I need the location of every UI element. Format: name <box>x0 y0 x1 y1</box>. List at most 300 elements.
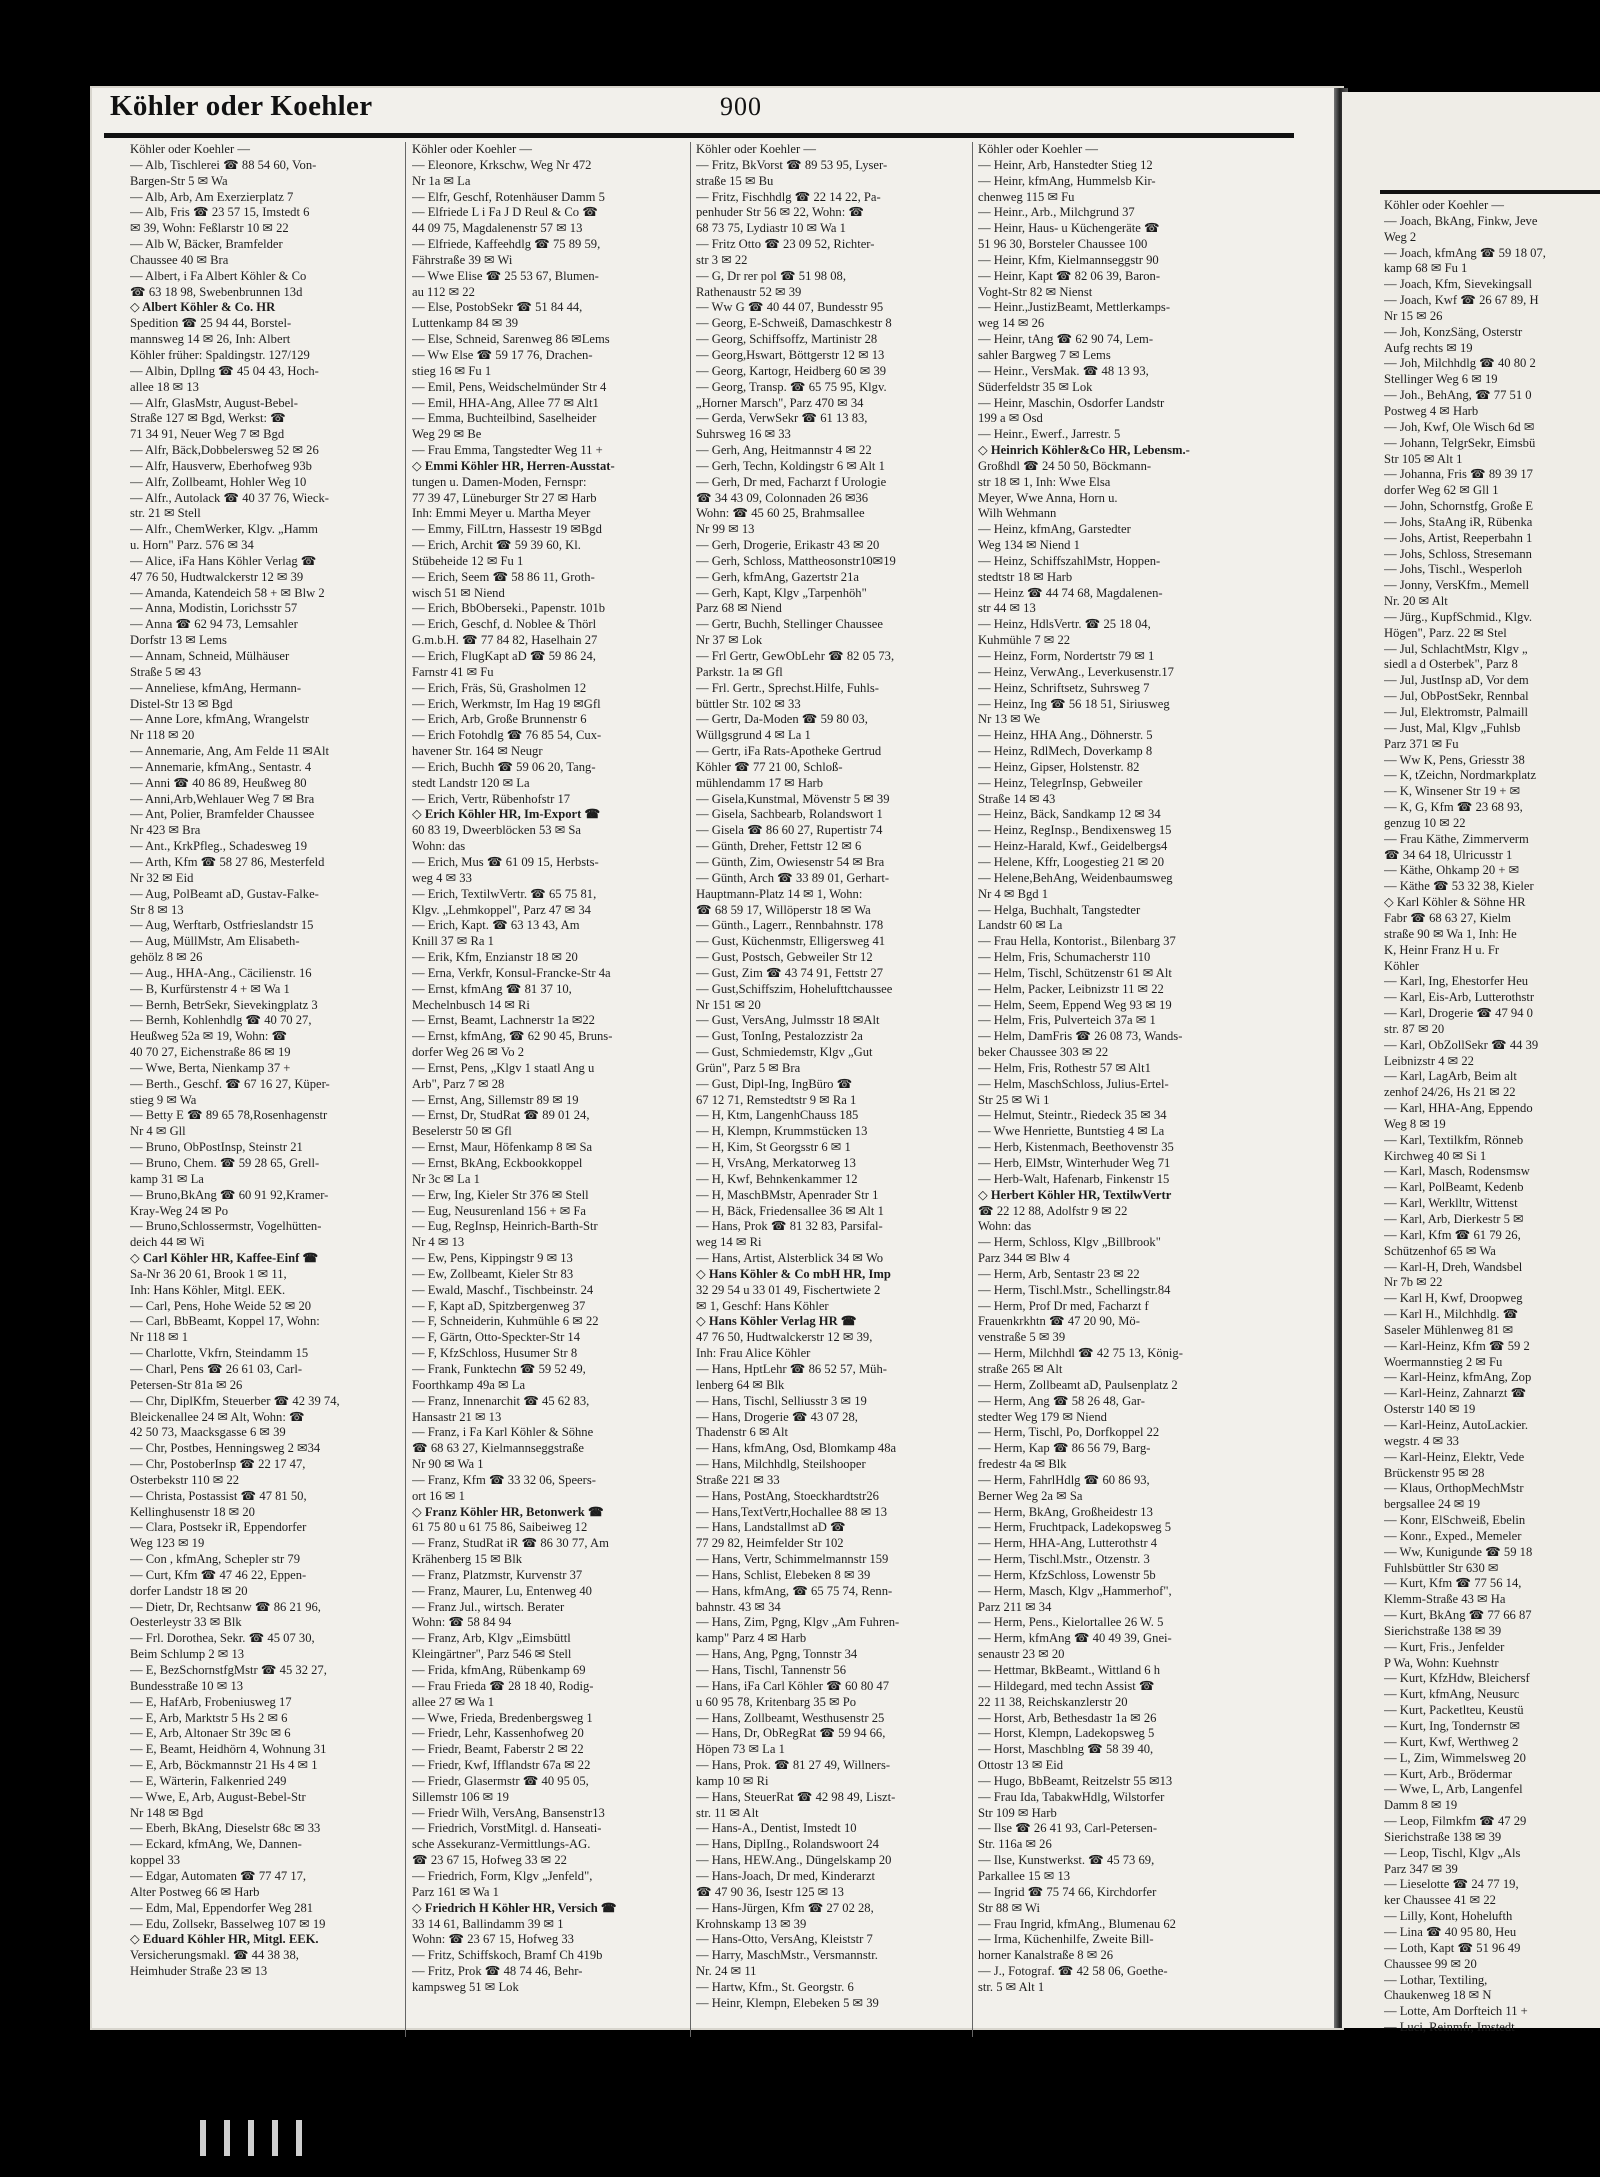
directory-entry: — Ew, Zollbeamt, Kieler Str 83 <box>412 1266 574 1281</box>
directory-entry: ◇ Eduard Köhler HR, Mitgl. EEK. <box>130 1932 319 1947</box>
directory-entry: ◇ Hans Köhler & Co mbH HR, Imp <box>696 1266 891 1281</box>
right-page-column <box>1384 198 1600 2036</box>
directory-entry: — Eckard, kfmAng, We, Dannen- <box>130 1837 302 1852</box>
directory-entry: — Herm, BkAng, Großheidestr 13 <box>978 1504 1153 1519</box>
directory-entry: Nr. 20 ✉ Alt <box>1384 594 1448 609</box>
directory-entry: — Chr, DiplKfm, Steuerber ☎ 42 39 74, <box>130 1393 340 1408</box>
directory-entry: gehölz 8 ✉ 26 <box>130 950 203 965</box>
directory-entry: Beselerstr 50 ✉ Gfl <box>412 1124 512 1139</box>
directory-entry: — Fritz, BkVorst ☎ 89 53 95, Lyser- <box>696 157 888 172</box>
directory-entry: — Georg, Schiffsoffz, Martinistr 28 <box>696 332 878 347</box>
directory-entry: Weg 8 ✉ 19 <box>1384 1116 1446 1131</box>
directory-entry: — Annemarie, Ang, Am Felde 11 ✉Alt <box>130 744 329 759</box>
directory-entry: — Friedr Wilh, VersAng, Bansenstr13 <box>412 1805 605 1820</box>
directory-entry: Höpen 73 ✉ La 1 <box>696 1742 785 1757</box>
directory-entry: str. 21 ✉ Stell <box>130 506 201 521</box>
directory-entry: — Hans, Artist, Alsterblick 34 ✉ Wo <box>696 1251 884 1266</box>
directory-entry: siedl a d Osterbek", Parz 8 <box>1384 657 1518 672</box>
directory-entry: — Hans, Drogerie ☎ 43 07 28, <box>696 1409 858 1424</box>
directory-entry: — Frl. Gertr., Sprechst.Hilfe, Fuhls- <box>696 680 879 695</box>
directory-entry: — Herm, Prof Dr med, Facharzt f <box>978 1298 1149 1313</box>
directory-entry: Inh: Emmi Meyer u. Martha Meyer <box>412 506 591 521</box>
directory-entry: Weg 134 ✉ Niend 1 <box>978 538 1080 553</box>
directory-entry: 199 a ✉ Osd <box>978 411 1043 426</box>
directory-entry: Thadenstr 6 ✉ Alt <box>696 1425 789 1440</box>
directory-entry: — Charl, Pens ☎ 26 61 03, Carl- <box>130 1361 303 1376</box>
directory-entry: 47 76 50, Hudtwalckerstr 12 ✉ 39, <box>696 1330 873 1345</box>
directory-entry: — Hans, Dr, ObRegRat ☎ 59 94 66, <box>696 1726 886 1741</box>
directory-entry: wegstr. 4 ✉ 33 <box>1384 1433 1459 1448</box>
directory-entry: ◇ Franz Köhler HR, Betonwerk ☎ <box>412 1504 604 1519</box>
directory-entry: Chaukenweg 18 ✉ N <box>1384 1988 1492 2003</box>
directory-entry: Nr 118 ✉ 1 <box>130 1330 189 1345</box>
directory-entry: Nr 99 ✉ 13 <box>696 522 755 537</box>
directory-entry: G.m.b.H. ☎ 77 84 82, Haselhain 27 <box>412 633 598 648</box>
directory-entry: Sierichstraße 138 ✉ 39 <box>1384 1829 1502 1844</box>
directory-entry: — Karl H., Milchhdlg. ☎ <box>1384 1307 1519 1322</box>
directory-entry: — Alice, iFa Hans Köhler Verlag ☎ <box>130 553 317 568</box>
directory-entry: — Herm, Arb, Sentastr 23 ✉ 22 <box>978 1266 1140 1281</box>
directory-entry: Schützenhof 65 ✉ Wa <box>1384 1243 1496 1258</box>
directory-entry: — Hans-Otto, VersAng, Kleiststr 7 <box>696 1932 873 1947</box>
directory-entry: Spedition ☎ 25 94 44, Borstel- <box>130 316 292 331</box>
directory-entry: koppel 33 <box>130 1853 181 1868</box>
directory-entry: — Kurt, Kfm ☎ 77 56 14, <box>1384 1576 1522 1591</box>
directory-entry: — Hans, DiplIng., Rolandswoort 24 <box>696 1837 879 1852</box>
directory-entry: — Hans, Landstallmst aD ☎ <box>696 1520 846 1535</box>
directory-entry: 40 70 27, Eichenstraße 86 ✉ 19 <box>130 1045 291 1060</box>
directory-entry: Luttenkamp 84 ✉ 39 <box>412 316 519 331</box>
directory-entry: — Johs, Tischl., Wesperloh <box>1384 562 1523 577</box>
directory-entry: — Berth., Geschf. ☎ 67 16 27, Küper- <box>130 1076 330 1091</box>
directory-entry: — Hildegard, med techn Assist ☎ <box>978 1678 1155 1693</box>
directory-entry: — Heinz ☎ 44 74 68, Magdalenen- <box>978 585 1163 600</box>
directory-entry: — Loth, Kapt ☎ 51 96 49 <box>1384 1940 1521 1955</box>
directory-entry: — Edu, Zollsekr, Basselweg 107 ✉ 19 <box>130 1916 326 1931</box>
directory-entry: — Anni,Arb,Wehlauer Weg 7 ✉ Bra <box>130 791 315 806</box>
directory-entry: 33 14 61, Ballindamm 39 ✉ 1 <box>412 1916 564 1931</box>
directory-entry: Sa-Nr 36 20 61, Brook 1 ✉ 11, <box>130 1266 287 1281</box>
directory-entry: — Kurt, kfmAng, Neusurc <box>1384 1687 1520 1702</box>
directory-entry: — Hans, Vertr, Schimmelmannstr 159 <box>696 1552 889 1567</box>
directory-entry: ◇ Karl Köhler & Söhne HR <box>1384 895 1526 910</box>
directory-entry: Bleickenallee 24 ✉ Alt, Wohn: ☎ <box>130 1409 305 1424</box>
directory-entry: Kuhmühle 7 ✉ 22 <box>978 633 1071 648</box>
directory-entry: Köhler oder Koehler — <box>412 142 532 156</box>
directory-entry: — Herm, Zollbeamt aD, Paulsenplatz 2 <box>978 1377 1178 1392</box>
directory-entry: — Hans, SteuerRat ☎ 42 98 49, Liszt- <box>696 1789 896 1804</box>
directory-entry: — Johann, TelgrSekr, Eimsbü <box>1384 435 1536 450</box>
directory-entry: — Bernh, BetrSekr, Sievekingplatz 3 <box>130 997 318 1012</box>
directory-entry: — Joach, BkAng, Finkw, Jeve <box>1384 213 1538 228</box>
directory-entry: — Helm, Fris, Pulverteich 37a ✉ 1 <box>978 1013 1156 1028</box>
directory-entry: str 3 ✉ 22 <box>696 252 748 267</box>
directory-entry: — Joh, KonzSäng, Osterstr <box>1384 324 1523 339</box>
directory-entry: — Emil, HHA-Ang, Allee 77 ✉ Alt1 <box>412 395 599 410</box>
directory-entry: Kray-Weg 24 ✉ Po <box>130 1203 229 1218</box>
directory-entry: Suhrsweg 16 ✉ 33 <box>696 427 791 442</box>
directory-entry: — Helene,BehAng, Weidenbaumsweg <box>978 870 1173 885</box>
directory-entry: — Albin, Dpllng ☎ 45 04 43, Hoch- <box>130 363 319 378</box>
directory-entry: — Gerh, Drogerie, Erikastr 43 ✉ 20 <box>696 538 880 553</box>
directory-entry: — Heinr, kfmAng, Hummelsb Kir- <box>978 173 1156 188</box>
directory-entry: — Friedr, Kwf, Ifflandstr 67a ✉ 22 <box>412 1758 591 1773</box>
directory-entry: ✉ 39, Wohn: Feßlarstr 10 ✉ 22 <box>130 221 289 236</box>
directory-entry: — Alfr, Hausverw, Eberhofweg 93b <box>130 458 312 473</box>
directory-entry: — Johs, Schloss, Stresemann <box>1384 546 1532 561</box>
directory-entry: zenhof 24/26, Hs 21 ✉ 22 <box>1384 1085 1516 1100</box>
directory-entry: — Karl, Kfm ☎ 61 79 26, <box>1384 1227 1521 1242</box>
directory-entry: — Hans-Joach, Dr med, Kinderarzt <box>696 1868 876 1883</box>
directory-entry: straße 265 ✉ Alt <box>978 1361 1063 1376</box>
directory-entry: venstraße 5 ✉ 39 <box>978 1330 1066 1345</box>
directory-entry: Hauptmann-Platz 14 ✉ 1, Wohn: <box>696 886 863 901</box>
directory-entry: Foorthkamp 49a ✉ La <box>412 1377 526 1392</box>
directory-entry: — Ewald, Maschf., Tischbeinstr. 24 <box>412 1282 594 1297</box>
directory-entry: Landstr 60 ✉ La <box>978 918 1063 933</box>
directory-entry: Köhler <box>1384 958 1419 973</box>
directory-entry: — Herm, Pens., Kielortallee 26 W. 5 <box>978 1615 1164 1630</box>
column-divider <box>972 142 973 2037</box>
directory-entry: — Elfr, Geschf, Rotenhäuser Damm 5 <box>412 189 605 204</box>
directory-entry: Versicherungsmakl. ☎ 44 38 38, <box>130 1948 299 1963</box>
directory-entry: — Clara, Postsekr iR, Eppendorfer <box>130 1520 307 1535</box>
directory-entry: str 44 ✉ 13 <box>978 601 1036 616</box>
directory-entry: bergsallee 24 ✉ 19 <box>1384 1497 1481 1512</box>
directory-entry: — Annam, Schneid, Mülhäuser <box>130 649 290 663</box>
directory-entry: — Else, Schneid, Sarenweg 86 ✉Lems <box>412 332 610 347</box>
directory-entry: — Ww, Kunigunde ☎ 59 18 <box>1384 1544 1533 1559</box>
directory-entry: — H, Kwf, Behnkenkammer 12 <box>696 1171 858 1186</box>
directory-entry: Sierichstraße 138 ✉ 39 <box>1384 1623 1502 1638</box>
directory-entry: Nr 118 ✉ 20 <box>130 728 195 743</box>
directory-entry: — Karl, Arb, Dierkestr 5 ✉ <box>1384 1212 1524 1226</box>
directory-entry: — Gust, Dipl-Ing, IngBüro ☎ <box>696 1076 853 1091</box>
directory-entry: — Helm, Tischl, Schützenstr 61 ✉ Alt <box>978 965 1172 980</box>
directory-entry: — Helm, Fris, Schumacherstr 110 <box>978 950 1151 965</box>
directory-entry: — Edgar, Automaten ☎ 77 47 17, <box>130 1868 307 1883</box>
directory-entry: — Ernst, Dr, StudRat ☎ 89 01 24, <box>412 1108 590 1123</box>
directory-entry: — Anneliese, kfmAng, Hermann- <box>130 680 302 695</box>
directory-entry: — Irma, Küchenhilfe, Zweite Bill- <box>978 1932 1154 1947</box>
directory-entry: Stübeheide 12 ✉ Fu 1 <box>412 553 524 568</box>
right-page-header-rule <box>1380 190 1600 194</box>
directory-entry: — Gerh, Schloss, Mattheosonstr10✉19 <box>696 553 896 568</box>
directory-entry: 32 29 54 u 33 01 49, Fischertwiete 2 <box>696 1282 881 1297</box>
directory-entry: — H, Ktm, LangenhChauss 185 <box>696 1108 859 1123</box>
directory-entry: — Heinz, Ing ☎ 56 18 51, Siriusweg <box>978 696 1170 711</box>
directory-entry: havener Str. 164 ✉ Neugr <box>412 744 543 759</box>
directory-entry: — Elfriede L i Fa J D Reul & Co ☎ <box>412 205 598 220</box>
directory-entry: — Hans, HptLehr ☎ 86 52 57, Müh- <box>696 1361 887 1376</box>
directory-entry: wisch 51 ✉ Niend <box>412 585 505 600</box>
directory-entry: senaustr 23 ✉ 20 <box>978 1647 1065 1662</box>
directory-entry: — Anne Lore, kfmAng, Wrangelstr <box>130 712 310 727</box>
directory-entry: Köhler oder Koehler — <box>978 142 1098 156</box>
directory-entry: — Georg,Hswart, Böttgerstr 12 ✉ 13 <box>696 347 885 362</box>
directory-entry: Damm 8 ✉ 19 <box>1384 1798 1458 1813</box>
directory-entry: Wüllgsgrund 4 ✉ La 1 <box>696 728 811 743</box>
directory-entry: fredestr 4a ✉ Blk <box>978 1457 1067 1472</box>
directory-entry: Nr 37 ✉ Lok <box>696 633 763 648</box>
directory-entry: Bundesstraße 10 ✉ 13 <box>130 1678 244 1693</box>
directory-entry: — Jonny, VersKfm., Memell <box>1384 578 1530 593</box>
directory-entry: — Helm, Fris, Rothestr 57 ✉ Alt1 <box>978 1060 1151 1075</box>
directory-entry: — Erich, TextilwVertr. ☎ 65 75 81, <box>412 886 597 901</box>
directory-entry: Ottostr 13 ✉ Eid <box>978 1758 1064 1773</box>
directory-entry: Straße 127 ✉ Bgd, Werkst: ☎ <box>130 411 286 426</box>
directory-entry: — Aug., HHA-Ang., Cäcilienstr. 16 <box>130 965 312 980</box>
directory-entry: Str. 116a ✉ 26 <box>978 1837 1052 1852</box>
directory-entry: — Herb-Walt, Hafenarb, Finkenstr 15 <box>978 1171 1170 1186</box>
directory-entry: Klemm-Straße 43 ✉ Ha <box>1384 1592 1506 1607</box>
directory-entry: 42 50 73, Maacksgasse 6 ✉ 39 <box>130 1425 286 1440</box>
directory-entry: ◇ Herbert Köhler HR, TextilwVertr <box>978 1187 1172 1202</box>
header-rule <box>104 133 1294 138</box>
directory-entry: Heußweg 52a ✉ 19, Wohn: ☎ <box>130 1029 288 1044</box>
directory-entry: — Erich, Werkmstr, Im Hag 19 ✉Gfl <box>412 696 601 711</box>
directory-entry: stedt Landstr 120 ✉ La <box>412 775 530 790</box>
directory-entry: Wohn: das <box>978 1219 1032 1234</box>
directory-entry: — Gust, Schmiedemstr, Klgv „Gut <box>696 1045 873 1060</box>
directory-entry: Krohnskamp 13 ✉ 39 <box>696 1916 807 1931</box>
directory-entry: Weg 123 ✉ 19 <box>130 1536 205 1551</box>
directory-entry: — Gust,Schiffszim, Hohelufttchaussee <box>696 981 893 996</box>
directory-entry: — Alb, Fris ☎ 23 57 15, Imstedt 6 <box>130 205 310 220</box>
directory-entry: ☎ 34 43 09, Colonnaden 26 ✉36 <box>696 490 869 505</box>
directory-entry: Wohn: ☎ 58 84 94 <box>412 1615 512 1630</box>
directory-entry: — Arth, Kfm ☎ 58 27 86, Mesterfeld <box>130 854 325 869</box>
directory-entry: — Heinz, VerwAng., Leverkusenstr.17 <box>978 664 1174 679</box>
directory-entry: Parz 68 ✉ Niend <box>696 601 782 616</box>
directory-entry: straße 90 ✉ Wa 1, Inh: He <box>1384 926 1517 941</box>
directory-entry: — J., Fotograf. ☎ 42 58 06, Goethe- <box>978 1964 1168 1979</box>
directory-entry: — Eug, Neusurenland 156 + ✉ Fa <box>412 1203 587 1218</box>
directory-entry: Dorfstr 13 ✉ Lems <box>130 633 227 648</box>
directory-entry: — Herm, Tischl.Mstr., Otzenstr. 3 <box>978 1552 1150 1567</box>
directory-entry: — Frau Käthe, Zimmerverm <box>1384 831 1529 846</box>
directory-entry: — Ernst, kfmAng, ☎ 62 90 45, Bruns- <box>412 1029 613 1044</box>
directory-entry: — Erna, Verkfr, Konsul-Francke-Str 4a <box>412 965 611 980</box>
directory-entry: ☎ 68 63 27, Kielmannseggstraße <box>412 1441 585 1456</box>
directory-entry: — Heinz-Harald, Kwf., Geidelbergs4 <box>978 839 1168 854</box>
directory-entry: — Hans, Tischl, Selliusstr 3 ✉ 19 <box>696 1393 867 1408</box>
directory-entry: Berner Weg 2a ✉ Sa <box>978 1488 1083 1503</box>
directory-entry: ☎ 47 90 36, Isestr 125 ✉ 13 <box>696 1884 844 1899</box>
directory-entry: — Hans, HEW.Ang., Düngelskamp 20 <box>696 1853 892 1868</box>
column-divider <box>405 142 406 2037</box>
directory-entry: — Jul, ObPostSekr, Rennbal <box>1384 689 1529 704</box>
directory-entry: — Luci, Reinmfr, Imstedt <box>1384 2020 1515 2035</box>
directory-entry: — H, VrsAng, Merkatorweg 13 <box>696 1156 856 1170</box>
column-divider <box>690 142 691 2037</box>
directory-entry: — Karl, Eis-Arb, Lutterothstr <box>1384 990 1535 1005</box>
directory-entry: — Jul, Elektromstr, Palmaill <box>1384 705 1528 719</box>
directory-entry: — Frau Frieda ☎ 28 18 40, Rodig- <box>412 1678 594 1693</box>
directory-entry: bahnstr. 43 ✉ 34 <box>696 1599 781 1614</box>
directory-entry: Straße 221 ✉ 33 <box>696 1472 780 1487</box>
directory-entry: Parkstr. 1a ✉ Gfl <box>696 664 783 679</box>
directory-entry: 71 34 91, Neuer Weg 7 ✉ Bgd <box>130 427 285 442</box>
directory-entry: — Leop, Filmkfm ☎ 47 29 <box>1384 1814 1527 1829</box>
directory-entry: Frauenkrkhtn ☎ 47 20 90, Mö- <box>978 1314 1140 1329</box>
directory-entry: — Hans-A., Dentist, Imstedt 10 <box>696 1821 857 1836</box>
directory-entry: — Elfriede, Kaffeehdlg ☎ 75 89 59, <box>412 237 601 252</box>
directory-entry: Saseler Mühlenweg 81 ✉ <box>1384 1322 1514 1337</box>
directory-entry: — Johs, StaAng iR, Rübenka <box>1384 514 1533 529</box>
directory-entry: — Friedrich, Form, Klgv „Jenfeld", <box>412 1868 593 1883</box>
directory-entry: Str 8 ✉ 13 <box>130 902 184 917</box>
directory-entry: — Jul, JustInsp aD, Vor dem <box>1384 673 1529 688</box>
directory-entry: — Hans, Prok ☎ 81 32 83, Parsifal- <box>696 1219 883 1234</box>
directory-entry: — Karl, HHA-Ang, Eppendo <box>1384 1101 1533 1116</box>
directory-entry: Hansastr 21 ✉ 13 <box>412 1409 502 1424</box>
directory-entry: — Bruno,BkAng ☎ 60 91 92,Kramer- <box>130 1187 329 1202</box>
directory-entry: — Konr, ElSchweiß, Ebelin <box>1384 1513 1526 1528</box>
directory-entry: — Wwe, Frieda, Bredenbergsweg 1 <box>412 1710 593 1725</box>
directory-entry: Str 88 ✉ Wi <box>978 1900 1040 1915</box>
directory-entry: weg 4 ✉ 33 <box>412 870 472 885</box>
directory-entry: — Erich, Seem ☎ 58 86 11, Groth- <box>412 569 595 584</box>
directory-entry: — Heinz, RegInsp., Bendixensweg 15 <box>978 823 1172 838</box>
directory-entry: — Ww Else ☎ 59 17 76, Drachen- <box>412 347 593 362</box>
directory-entry: — Helga, Buchhalt, Tangstedter <box>978 902 1141 917</box>
directory-entry: — H, Kim, St Georgsstr 6 ✉ 1 <box>696 1140 851 1155</box>
directory-entry: — Karl, Drogerie ☎ 47 94 0 <box>1384 1006 1533 1021</box>
directory-entry: — Heinz, TelegrInsp, Gebweiler <box>978 775 1143 790</box>
directory-entry: — Herm, HHA-Ang, Lutterothstr 4 <box>978 1536 1158 1551</box>
directory-entry: str 18 ✉ 1, Inh: Wwe Elsa <box>978 474 1111 489</box>
directory-entry: ☎ 22 12 88, Adolfstr 9 ✉ 22 <box>978 1203 1128 1218</box>
directory-entry: — Karl, Werklltr, Wittenst <box>1384 1196 1518 1211</box>
directory-entry: Nr 423 ✉ Bra <box>130 823 201 838</box>
directory-entry: — Horst, Klempn, Ladekopsweg 5 <box>978 1726 1155 1741</box>
directory-entry: — Gerh, Ang, Heitmannstr 4 ✉ 22 <box>696 443 872 458</box>
directory-entry: — Gust, TonIng, Pestalozzistr 2a <box>696 1029 863 1044</box>
directory-entry: — John, Schornstfg, Große E <box>1384 499 1534 514</box>
directory-entry: — Joh, Kwf, Ole Wisch 6d ✉ <box>1384 419 1535 434</box>
directory-entry: Nr 151 ✉ 20 <box>696 997 761 1012</box>
directory-entry: — Georg, E-Schweiß, Damaschkestr 8 <box>696 316 892 331</box>
directory-entry: 61 75 80 u 61 75 86, Saibeiweg 12 <box>412 1520 588 1535</box>
directory-entry: — Aug, Werftarb, Ostfrieslandstr 15 <box>130 918 314 933</box>
directory-entry: — Fritz Otto ☎ 23 09 52, Richter- <box>696 237 875 252</box>
directory-entry: — Annemarie, kfmAng., Sentastr. 4 <box>130 759 312 774</box>
directory-entry: Nr 4 ✉ Bgd 1 <box>978 886 1049 901</box>
directory-entry: — Heinz, Gipser, Holstenstr. 82 <box>978 759 1140 774</box>
directory-entry: — Dietr, Dr, Rechtsanw ☎ 86 21 96, <box>130 1599 321 1614</box>
directory-entry: — H, MaschBMstr, Apenrader Str 1 <box>696 1187 879 1202</box>
directory-entry: Petersen-Str 81a ✉ 26 <box>130 1377 243 1392</box>
directory-entry: — Herm, Ang ☎ 58 26 48, Gar- <box>978 1393 1145 1408</box>
directory-entry: — K, Winsener Str 19 + ✉ <box>1384 784 1521 799</box>
directory-entry: Högen", Parz. 22 ✉ Stel <box>1384 625 1507 640</box>
directory-entry: — Kurt, Fris., Jenfelder <box>1384 1639 1505 1654</box>
directory-entry: — Heinz, HHA Ang., Döhnerstr. 5 <box>978 728 1153 743</box>
directory-entry: — Erich, Vertr, Rübenhofstr 17 <box>412 791 571 806</box>
directory-entry: Parz 161 ✉ Wa 1 <box>412 1884 499 1899</box>
directory-entry: — Kurt, Arb., Brödermar <box>1384 1766 1513 1781</box>
directory-entry: — Gerda, VerwSekr ☎ 61 13 83, <box>696 411 868 426</box>
directory-entry: — Franz, Maurer, Lu, Entenweg 40 <box>412 1583 592 1598</box>
directory-entry: — Heinr, Haus- u Küchengeräte ☎ <box>978 221 1160 236</box>
directory-entry: — Wwe, E, Arb, August-Bebel-Str <box>130 1789 306 1804</box>
directory-entry: — Herm, Kap ☎ 86 56 79, Barg- <box>978 1441 1151 1456</box>
directory-entry: — Hans, Zollbeamt, Westhusenstr 25 <box>696 1710 885 1725</box>
directory-entry: — Frau Ida, TabakwHdlg, Wilstorfer <box>978 1789 1165 1804</box>
directory-entry: — Konr., Exped., Memeler <box>1384 1528 1522 1543</box>
directory-entry: — Frau Ingrid, kfmAng., Blumenau 62 <box>978 1916 1176 1931</box>
directory-entry: — Alfr., ChemWerker, Klgv. „Hamm <box>130 522 318 537</box>
directory-entry: Wilh Wehmann <box>978 506 1057 521</box>
directory-entry: — Amanda, Katendeich 58 + ✉ Blw 2 <box>130 585 325 600</box>
directory-entry: dorfer Weg 62 ✉ Gll 1 <box>1384 483 1499 498</box>
directory-entry: — Erich, BbOberseki., Papenstr. 101b <box>412 601 606 616</box>
directory-entry: — Horst, Arb, Bethesdastr 1a ✉ 26 <box>978 1710 1157 1725</box>
directory-entry: — Leop, Tischl, Klgv „Als <box>1384 1845 1521 1860</box>
directory-entry: Sillemstr 106 ✉ 19 <box>412 1789 509 1804</box>
directory-entry: Wohn: das <box>412 839 466 854</box>
directory-entry: — Eberh, BkAng, Dieselstr 68c ✉ 33 <box>130 1821 321 1836</box>
directory-entry: — E, Arb, Marktstr 5 Hs 2 ✉ 6 <box>130 1710 288 1725</box>
directory-entry: Köhler oder Koehler — <box>130 142 250 156</box>
directory-entry: — Chr, PostoberInsp ☎ 22 17 47, <box>130 1457 306 1472</box>
directory-entry: — Karl, PolBeamt, Kedenb <box>1384 1180 1524 1195</box>
directory-entry: mühlendamm 17 ✉ Harb <box>696 775 824 790</box>
directory-entry: — B, Kurfürstenstr 4 + ✉ Wa 1 <box>130 981 290 996</box>
directory-entry: — Günth, Zim, Owiesenstr 54 ✉ Bra <box>696 854 885 869</box>
directory-entry: Alter Postweg 66 ✉ Harb <box>130 1884 260 1899</box>
directory-entry: — Franz, Arb, Klgv „Eimsbüttl <box>412 1631 571 1646</box>
directory-entry: — Hans, Tischl, Tannenstr 56 <box>696 1663 847 1677</box>
directory-entry: Arb", Parz 7 ✉ 28 <box>412 1076 505 1091</box>
directory-entry: Str 109 ✉ Harb <box>978 1805 1057 1820</box>
directory-entry: — Karl, ObZollSekr ☎ 44 39 <box>1384 1037 1539 1052</box>
directory-entry: — Wwe Henriette, Buntstieg 4 ✉ La <box>978 1124 1165 1139</box>
directory-entry: — Betty E ☎ 89 65 78,Rosenhagenstr <box>130 1108 328 1123</box>
directory-entry: — Erich, Arb, Große Brunnenstr 6 <box>412 712 587 727</box>
directory-entry: — Eleonore, Krkschw, Weg Nr 472 <box>412 157 592 172</box>
directory-entry: Osterstr 140 ✉ 19 <box>1384 1402 1476 1417</box>
directory-entry: — Hans, PostAng, Stoeckhardtstr26 <box>696 1488 879 1503</box>
directory-entry: „Horner Marsch", Parz 470 ✉ 34 <box>696 395 864 410</box>
directory-entry: — Erw, Ing, Kieler Str 376 ✉ Stell <box>412 1187 589 1202</box>
directory-entry: — Heinz, kfmAng, Garstedter <box>978 522 1131 537</box>
directory-entry: Nr 13 ✉ We <box>978 712 1041 727</box>
directory-entry: — Frau Emma, Tangstedter Weg 11 + <box>412 443 603 458</box>
directory-entry: Fuhlsbüttler Str 630 ✉ <box>1384 1560 1499 1575</box>
directory-entry: — Herm, Masch, Klgv „Hammerhof", <box>978 1583 1172 1598</box>
directory-entry: — Erich, Fräs, Sü, Grasholmen 12 <box>412 680 587 695</box>
directory-entry: — Albert, i Fa Albert Köhler & Co <box>130 268 307 283</box>
directory-entry: genzug 10 ✉ 22 <box>1384 815 1466 830</box>
directory-entry: — K, G, Kfm ☎ 23 68 93, <box>1384 800 1523 815</box>
directory-entry: — E, Arb, Altonaer Str 39c ✉ 6 <box>130 1726 291 1741</box>
directory-entry: — Helm, MaschSchloss, Julius-Ertel- <box>978 1076 1169 1091</box>
directory-entry: — E, Beamt, Heidhörn 4, Wohnung 31 <box>130 1742 327 1757</box>
directory-entry: Fährstraße 39 ✉ Wi <box>412 252 513 267</box>
directory-entry: — Frank, Funktechn ☎ 59 52 49, <box>412 1361 586 1376</box>
directory-entry: — F, Kapt aD, Spitzbergenweg 37 <box>412 1298 586 1313</box>
directory-entry: str. 11 ✉ Alt <box>696 1805 759 1820</box>
directory-entry: — Ingrid ☎ 75 74 66, Kirchdorfer <box>978 1884 1157 1899</box>
directory-entry: Fabr ☎ 68 63 27, Kielm <box>1384 910 1511 925</box>
directory-entry: — Helene, Kffr, Loogestieg 21 ✉ 20 <box>978 854 1165 869</box>
directory-entry: mannsweg 14 ✉ 26, Inh: Albert <box>130 332 291 347</box>
directory-entry: — Con , kfmAng, Schepler str 79 <box>130 1552 300 1567</box>
directory-entry: deich 44 ✉ Wi <box>130 1235 205 1250</box>
film-edge-marks <box>200 2120 320 2161</box>
